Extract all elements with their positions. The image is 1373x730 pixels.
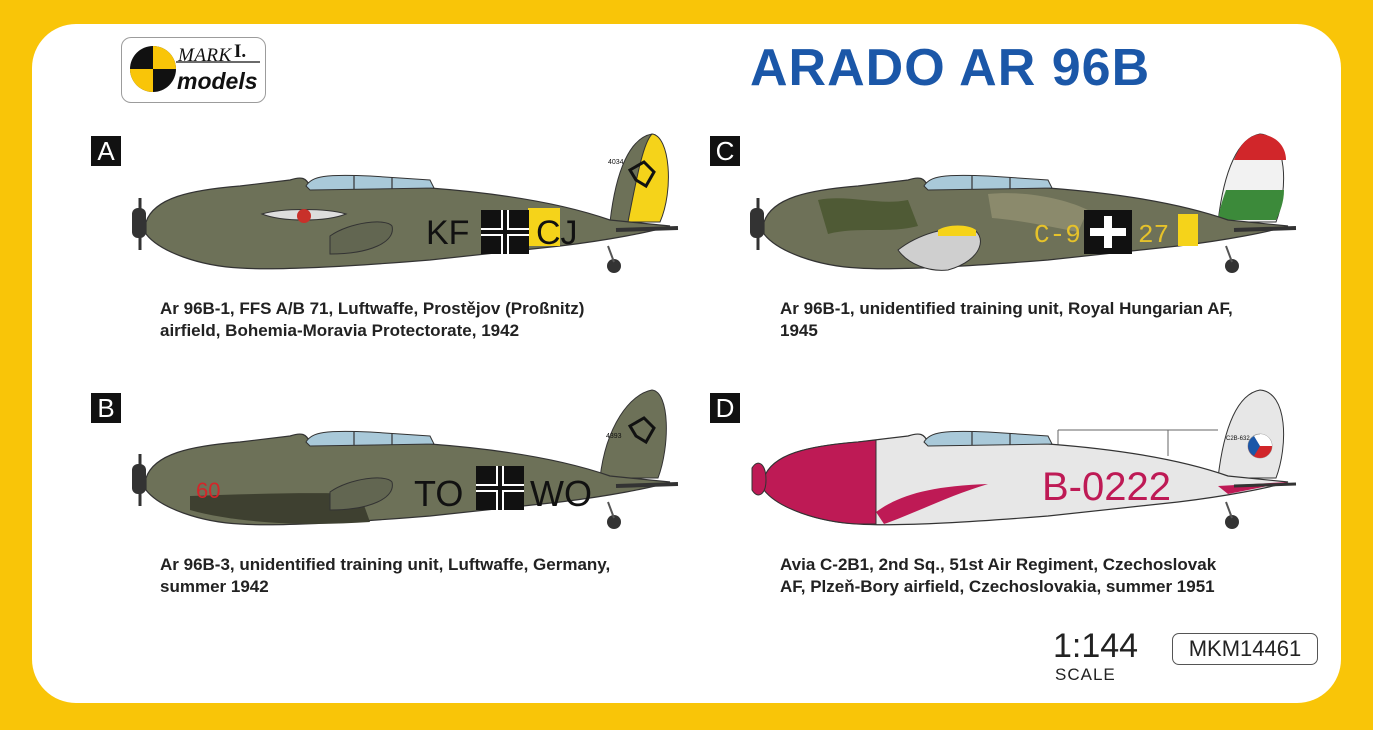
profile-letter-a: A xyxy=(91,136,121,166)
profile-letter-c: C xyxy=(710,136,740,166)
aircraft-profile-d xyxy=(748,386,1308,536)
code-right-c: 27 xyxy=(1138,220,1170,250)
scale-label: SCALE xyxy=(1055,665,1116,684)
nose-number-b: 60 xyxy=(196,478,221,503)
scale-ratio: 1:144 xyxy=(1053,627,1139,665)
caption-a: Ar 96B-1, FFS A/B 71, Luftwaffe, Prostějov (Proßnitz) airfield, Bohemia-Moravia Protectorate, 1942 xyxy=(160,299,585,340)
code-full-d: B-0222 xyxy=(1042,465,1171,509)
code-left-a: KF xyxy=(426,214,470,252)
brand-mark-numeral: I. xyxy=(234,41,247,62)
code-right-b: WO xyxy=(530,473,592,514)
product-code: MKM14461 xyxy=(1172,633,1318,665)
profile-letter-b: B xyxy=(91,393,121,423)
profile-letter-d: D xyxy=(710,393,740,423)
serial-b: 4393 xyxy=(606,433,622,440)
aircraft-profile-b xyxy=(130,386,690,536)
brand-mark: MARK xyxy=(178,45,232,66)
aircraft-profile-a xyxy=(130,130,690,280)
brand-logo xyxy=(121,37,266,103)
brand-models: models xyxy=(177,68,258,94)
code-left-b: TO xyxy=(414,473,464,514)
code-right-a: CJ xyxy=(536,214,578,252)
serial-a: 4034 xyxy=(608,159,624,166)
aircraft-profile-c xyxy=(748,130,1308,280)
card-background xyxy=(32,24,1341,703)
caption-d: Avia C-2B1, 2nd Sq., 51st Air Regiment, Czechoslovak AF, Plzeň-Bory airfield, Czechoslovakia, summer 1951 xyxy=(780,555,1217,596)
page-title: ARADO AR 96B xyxy=(750,39,1151,97)
caption-b: Ar 96B-3, unidentified training unit, Luftwaffe, Germany, summer 1942 xyxy=(160,555,611,596)
caption-c: Ar 96B-1, unidentified training unit, Royal Hungarian AF, 1945 xyxy=(780,299,1233,340)
serial-d: C2B-632 xyxy=(1226,436,1250,442)
code-left-c: C-9 xyxy=(1034,220,1081,250)
